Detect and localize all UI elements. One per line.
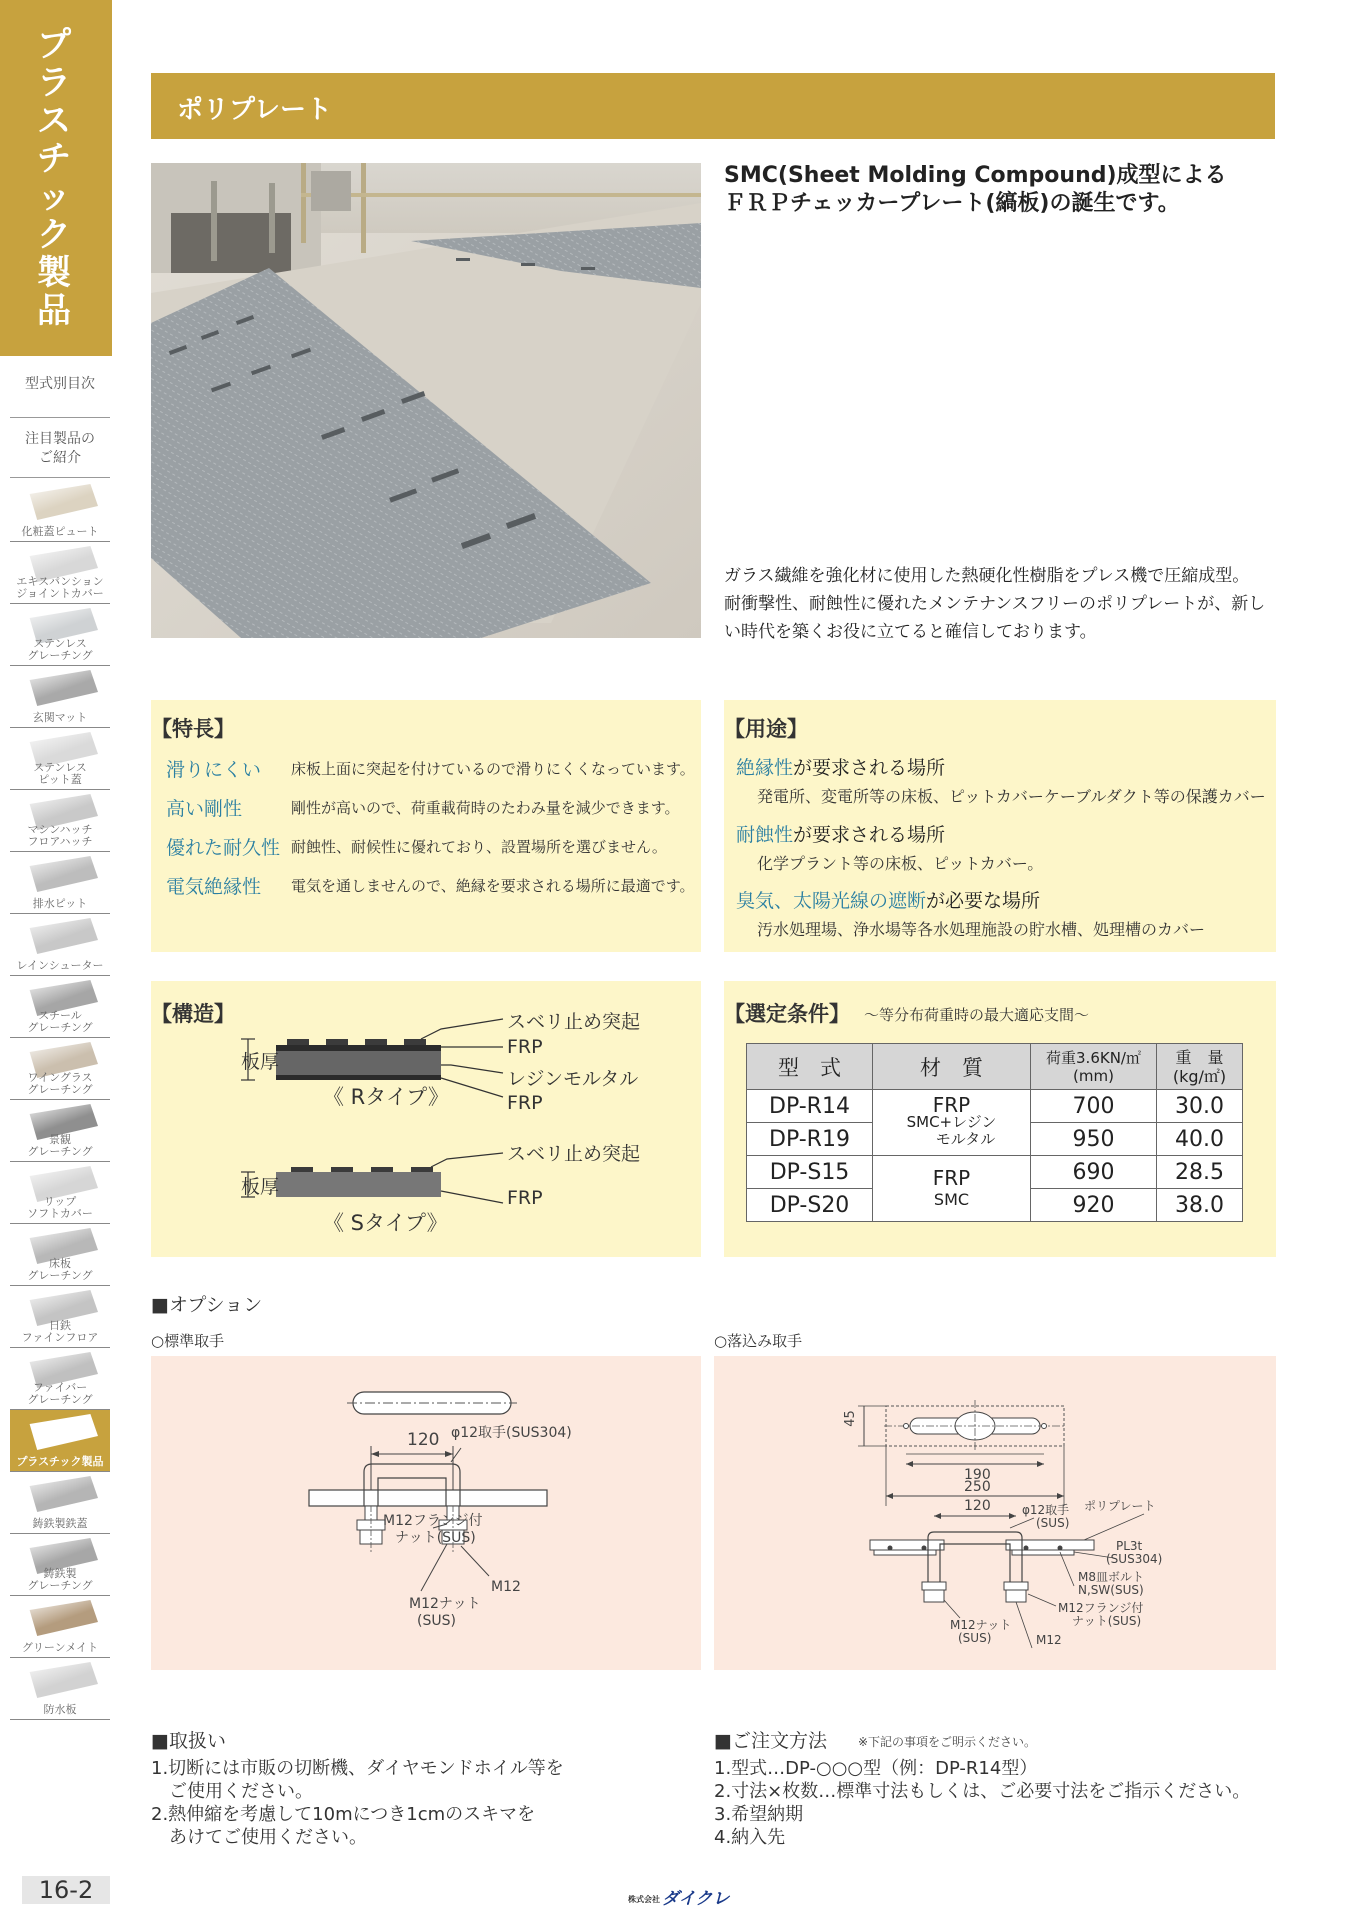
sidebar-item-label: ワイングラス グレーチング	[27, 1071, 93, 1096]
sidebar-item-label: プラスチック製品	[16, 1455, 104, 1468]
material-s-line: FRP	[932, 1165, 971, 1190]
ordering-line: 4.納入先	[714, 1827, 786, 1848]
sidebar-category-band	[0, 0, 112, 356]
sidebar-item[interactable]	[10, 542, 110, 604]
rec-dim-120: 120	[964, 1498, 991, 1514]
use-keyword: 耐蝕性	[736, 824, 794, 846]
rec-dim-250: 250	[964, 1479, 991, 1495]
handling-line: 1.切断には市販の切断機、ダイヤモンドホイル等を	[151, 1758, 564, 1779]
nav-link-model-index[interactable]: 型式別目次	[25, 376, 95, 392]
sidebar-item-label: 排水ピット	[32, 897, 88, 910]
cell-span: 950	[1031, 1123, 1157, 1156]
r-label-anti-slip: スベリ止め突起	[507, 1011, 641, 1033]
thickness-label: 板厚	[241, 1176, 280, 1198]
product-thumbnail	[22, 854, 98, 894]
product-thumbnail	[22, 1474, 98, 1514]
material-r-line: SMC+レジン	[906, 1113, 997, 1131]
structure-title: 【構造】	[151, 1002, 235, 1026]
std-flange-nut-2: ナット(SUS)	[395, 1530, 476, 1546]
table-header-row	[747, 1044, 1243, 1090]
s-label-anti-slip: スベリ止め突起	[507, 1143, 641, 1165]
sidebar-item-label: 日鉄 ファインフロア	[21, 1319, 99, 1344]
thickness-label: 板厚	[241, 1051, 280, 1073]
feature-term: 優れた耐久性	[166, 837, 281, 859]
std-dim-120: 120	[407, 1430, 440, 1450]
use-desc: 化学プラント等の床板、ピットカバー。	[757, 854, 1044, 873]
company-logo	[628, 1884, 738, 1909]
uses-box	[724, 700, 1276, 952]
selection-title: 【選定条件】	[724, 1002, 850, 1026]
use-heading-text: が要求される場所	[793, 757, 946, 779]
structure-box	[151, 981, 701, 1257]
feature-desc: 耐蝕性、耐候性に優れており、設置場所を選びません。	[291, 838, 667, 856]
sidebar-item-label: マシンハッチ フロアハッチ	[27, 823, 93, 848]
nav-link-featured[interactable]: 注目製品の ご紹介	[25, 431, 95, 466]
header-weight-label: 重 量	[1175, 1047, 1224, 1067]
sidebar-item[interactable]	[10, 1162, 110, 1224]
rec-nut-2: (SUS)	[958, 1631, 992, 1645]
sidebar-item-label: 鋳鉄製鉄蓋	[32, 1517, 88, 1530]
recessed-handle-box	[714, 1356, 1276, 1670]
selection-subtitle: 〜等分布荷重時の最大適応支間〜	[864, 1006, 1090, 1024]
intro-body-line: ガラス繊維を強化材に使用した熱硬化性樹脂をプレス機で圧縮成型。	[724, 566, 1250, 586]
product-thumbnail	[22, 482, 98, 522]
use-heading-text: が必要な場所	[926, 890, 1041, 912]
ordering-title: ■ご注文方法	[714, 1730, 827, 1752]
cell-span: 700	[1031, 1090, 1157, 1123]
sidebar-item-label: 床板 グレーチング	[27, 1257, 93, 1282]
use-keyword: 臭気、太陽光線の遮断	[736, 890, 927, 912]
use-desc: 発電所、変電所等の床板、ピットカバーケーブルダクト等の保護カバー	[757, 787, 1266, 806]
header-model: 型 式	[747, 1044, 873, 1090]
standard-handle-label: ○標準取手	[151, 1332, 225, 1350]
intro-body	[724, 562, 1276, 646]
handling-line: 2.熱伸縮を考慮して10mにつき1cmのスキマを	[151, 1804, 536, 1825]
feature-row	[166, 872, 696, 902]
std-m12: M12	[491, 1579, 521, 1595]
features-title: 【特長】	[151, 717, 235, 741]
product-thumbnail	[22, 1598, 98, 1638]
intro-headline-line: SMC(Sheet Molding Compound)成型による	[724, 163, 1227, 188]
intro-body-line: い時代を築くお役に立てると確信しております。	[724, 622, 1097, 642]
recessed-handle-label: ○落込み取手	[714, 1332, 803, 1350]
sidebar-item-label: ステンレス ピット蓋	[33, 761, 87, 786]
sidebar-item[interactable]	[10, 1410, 110, 1472]
r-label-frp-top: FRP	[507, 1036, 543, 1058]
feature-row	[166, 755, 696, 785]
material-s-line: SMC	[933, 1189, 970, 1209]
nav-divider	[10, 1719, 110, 1720]
sidebar-item-label: 化粧蓋ピュート	[21, 525, 99, 538]
cell-model: DP-S15	[747, 1156, 873, 1189]
product-thumbnail	[22, 1412, 98, 1452]
rec-nut-1: M12ナット	[950, 1618, 1012, 1632]
sidebar-item[interactable]	[10, 1286, 110, 1348]
intro-body-line: 耐衝撃性、耐蝕性に優れたメンテナンスフリーのポリプレートが、新し	[724, 594, 1266, 614]
use-heading	[736, 753, 945, 780]
options-title: ■オプション	[151, 1294, 263, 1316]
cell-span: 690	[1031, 1156, 1157, 1189]
feature-row	[166, 833, 696, 863]
sidebar-item[interactable]	[10, 728, 110, 790]
material-r-line: モルタル	[935, 1130, 996, 1148]
cell-model: DP-S20	[747, 1189, 873, 1222]
ordering-line: 2.寸法×枚数…標準寸法もしくは、ご必要寸法をご指示ください。	[714, 1781, 1251, 1802]
use-desc: 汚水処理場、浄水場等各水処理施設の貯水槽、処理槽のカバー	[757, 920, 1206, 939]
cell-model: DP-R14	[747, 1090, 873, 1123]
r-label-resin-mortar: レジンモルタル	[507, 1068, 639, 1090]
intro-headline	[724, 162, 1276, 218]
rec-m12: M12	[1036, 1633, 1062, 1647]
header-span	[1031, 1044, 1157, 1090]
intro-headline-line: ＦＲＰチェッカープレート(縞板)の誕生です。	[724, 191, 1180, 216]
sidebar-item-label: リップ ソフトカバー	[27, 1195, 93, 1220]
feature-term: 高い剛性	[166, 798, 243, 820]
cell-material-s	[873, 1156, 1031, 1222]
sidebar-item[interactable]	[10, 1348, 110, 1410]
title-band	[151, 73, 1275, 139]
header-span-load: 荷重3.6KN/㎡	[1046, 1048, 1141, 1067]
page-number: 16-2	[22, 1876, 110, 1904]
use-heading-text: が要求される場所	[793, 824, 946, 846]
product-thumbnail	[22, 668, 98, 708]
sidebar	[0, 0, 112, 1920]
sidebar-item-label: エキスパンション ジョイントカバー	[16, 575, 104, 600]
sidebar-item-label: 鋳鉄製 グレーチング	[27, 1567, 93, 1592]
std-nut-1: M12ナット	[409, 1596, 481, 1612]
rec-bolt-1: M8皿ボルト	[1078, 1570, 1144, 1584]
sidebar-item-label: レインシューター	[16, 959, 104, 972]
standard-handle-box	[151, 1356, 701, 1670]
r-type-label: 《 Rタイプ》	[323, 1085, 449, 1109]
use-keyword: 絶縁性	[736, 757, 794, 779]
product-thumbnail	[22, 916, 98, 956]
cell-weight: 30.0	[1157, 1090, 1243, 1123]
product-thumbnail	[22, 1660, 98, 1700]
table-row	[747, 1090, 1243, 1123]
sidebar-item-label: 防水板	[43, 1703, 77, 1716]
sidebar-item[interactable]	[10, 604, 110, 666]
ordering-note: ※下記の事項をご明示ください。	[858, 1735, 1037, 1749]
header-weight-unit: (kg/㎡)	[1172, 1066, 1227, 1086]
uses-title: 【用途】	[724, 717, 808, 741]
std-nut-2: (SUS)	[417, 1613, 456, 1629]
sidebar-item-label: スチール グレーチング	[27, 1009, 93, 1034]
sidebar-item-label: 玄関マット	[32, 711, 88, 724]
ordering-line: 1.型式…DP-○○○型（例：DP-R14型）	[714, 1758, 1038, 1779]
rec-dim-45: 45	[842, 1410, 858, 1427]
table-row	[747, 1156, 1243, 1189]
ordering-line: 3.希望納期	[714, 1804, 804, 1825]
cell-weight: 38.0	[1157, 1189, 1243, 1222]
sidebar-item[interactable]	[10, 1534, 110, 1596]
use-heading	[736, 820, 945, 847]
sidebar-item[interactable]	[10, 852, 110, 914]
nav-divider	[10, 477, 110, 478]
sidebar-item-label: 景観 グレーチング	[27, 1133, 93, 1158]
rec-bolt-2: N,SW(SUS)	[1078, 1583, 1144, 1597]
feature-term: 電気絶縁性	[166, 876, 262, 898]
handling-line: あけてご使用ください。	[151, 1827, 367, 1848]
cell-material-r	[873, 1090, 1031, 1156]
features-box	[151, 700, 701, 952]
std-handle-note: φ12取手(SUS304)	[451, 1425, 572, 1441]
header-span-unit: (mm)	[1073, 1066, 1114, 1085]
feature-term: 滑りにくい	[166, 759, 262, 781]
material-r-line: FRP	[932, 1093, 971, 1117]
feature-desc: 電気を通しませんので、絶縁を要求される場所に最適です。	[291, 877, 695, 895]
handling-title: ■取扱い	[151, 1730, 226, 1752]
sidebar-category-title: プ ラ ス チ ッ ク 製 品	[37, 25, 71, 331]
s-type-section	[241, 1153, 503, 1203]
sidebar-item[interactable]	[10, 1658, 110, 1720]
sidebar-item-label: グリーンメイト	[21, 1641, 99, 1654]
sidebar-item-label: ステンレス グレーチング	[27, 637, 93, 662]
sidebar-item[interactable]	[10, 914, 110, 976]
spec-table	[746, 1043, 1243, 1222]
rec-flange-1: M12フランジ付	[1058, 1601, 1144, 1615]
sidebar-item[interactable]	[10, 1596, 110, 1658]
company-name: ダイクレ	[662, 1889, 730, 1909]
page-title: ポリプレート	[177, 95, 332, 125]
product-photo	[151, 163, 701, 638]
header-weight	[1157, 1044, 1243, 1090]
use-heading	[736, 886, 1040, 913]
sidebar-item[interactable]	[10, 976, 110, 1038]
cell-weight: 28.5	[1157, 1156, 1243, 1189]
sidebar-item[interactable]	[10, 1038, 110, 1100]
header-material: 材 質	[873, 1044, 1031, 1090]
sidebar-item[interactable]	[10, 790, 110, 852]
rec-plate: ポリプレート	[1084, 1499, 1156, 1513]
sidebar-item[interactable]	[10, 666, 110, 728]
company-prefix: 株式会社	[628, 1894, 660, 1904]
cell-model: DP-R19	[747, 1123, 873, 1156]
rec-handle-2: (SUS)	[1036, 1516, 1070, 1530]
s-type-label: 《 Sタイプ》	[323, 1211, 448, 1235]
cell-weight: 40.0	[1157, 1123, 1243, 1156]
sidebar-item[interactable]	[10, 1472, 110, 1534]
sidebar-item[interactable]	[10, 1224, 110, 1286]
rec-flange-2: ナット(SUS)	[1072, 1614, 1142, 1628]
nav-divider	[10, 417, 110, 418]
rec-pl-1: PL3t	[1116, 1539, 1143, 1553]
handling-line: ご使用ください。	[151, 1781, 313, 1802]
r-label-frp-bottom: FRP	[507, 1092, 543, 1114]
rec-dim-190: 190	[964, 1467, 991, 1483]
cell-span: 920	[1031, 1189, 1157, 1222]
sidebar-item[interactable]	[10, 1100, 110, 1162]
rec-handle-1: φ12取手	[1022, 1503, 1070, 1517]
feature-row	[166, 794, 696, 824]
feature-desc: 剛性が高いので、荷重載荷時のたわみ量を減少できます。	[291, 799, 680, 817]
rec-pl-2: (SUS304)	[1106, 1552, 1163, 1566]
std-flange-nut-1: M12フランジ付	[383, 1513, 483, 1529]
feature-desc: 床板上面に突起を付けているので滑りにくくなっています。	[291, 760, 695, 778]
sidebar-item-label: ファイバー グレーチング	[27, 1381, 93, 1406]
s-label-frp: FRP	[507, 1187, 543, 1209]
sidebar-item[interactable]	[10, 480, 110, 542]
